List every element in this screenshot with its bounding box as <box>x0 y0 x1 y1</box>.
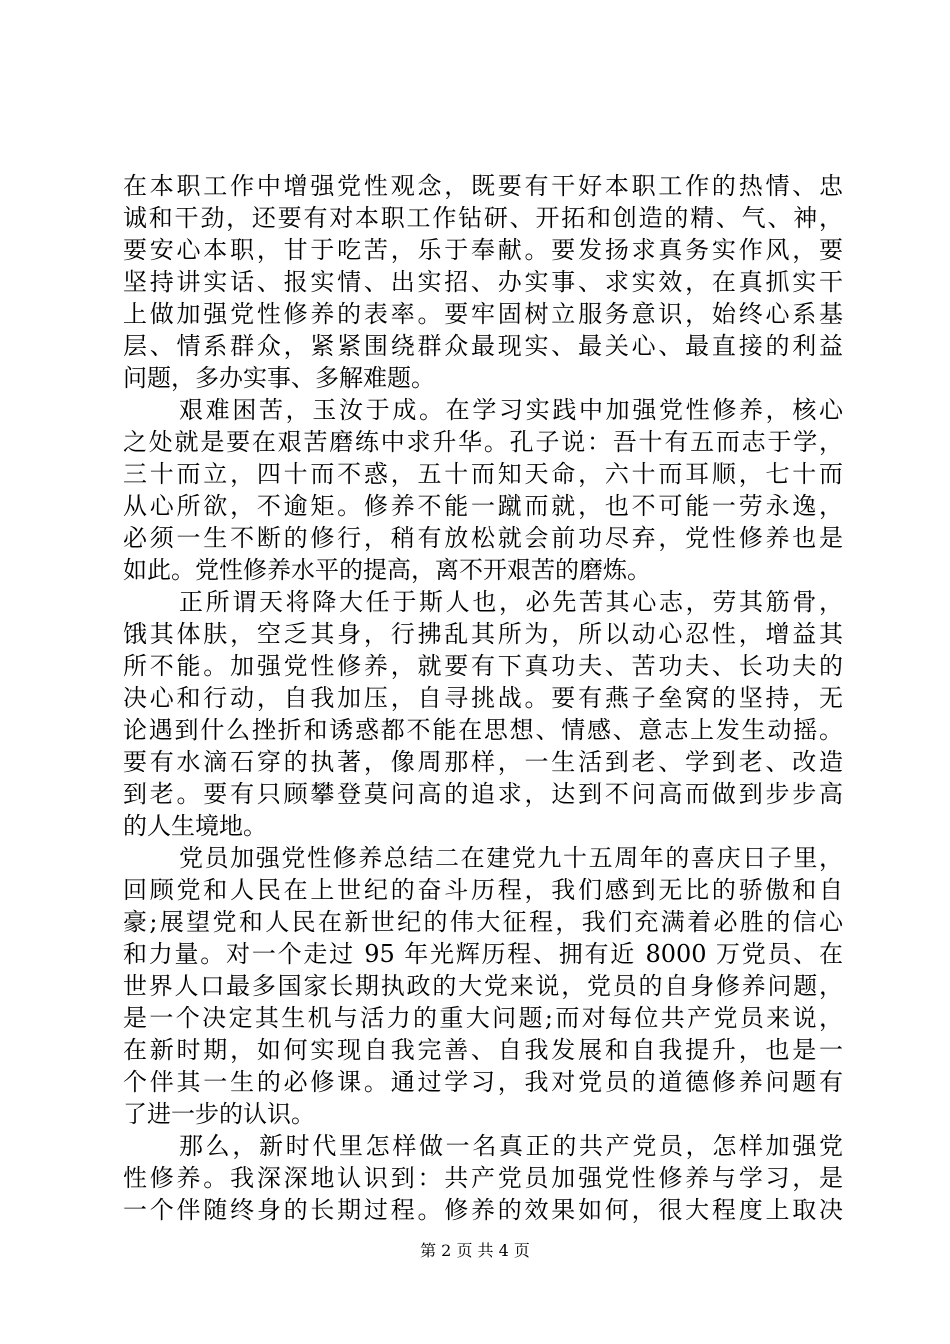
text-line: 要安心本职，甘于吃苦，乐于奉献。要发扬求真务实作风，要 <box>123 236 843 264</box>
text-line: 到老。要有只顾攀登莫问高的追求，达到不问高而做到步步高 <box>123 780 843 808</box>
page-footer: 第 2 页 共 4 页 <box>420 1241 530 1260</box>
text-line: 诚和干劲，还要有对本职工作钻研、开拓和创造的精、气、神， <box>123 204 843 232</box>
text-line: 一个伴随终身的长期过程。修养的效果如何，很大程度上取决 <box>123 1196 843 1224</box>
text-line: 的人生境地。 <box>123 812 267 840</box>
text-line: 之处就是要在艰苦磨练中求升华。孔子说：吾十有五而志于学， <box>123 428 843 456</box>
text-line: 如此。党性修养水平的提高，离不开艰苦的磨炼。 <box>123 556 651 584</box>
text-line: 饿其体肤，空乏其身，行拂乱其所为，所以动心忍性，增益其 <box>123 620 843 648</box>
paragraph <box>123 842 843 1130</box>
text-line: 决心和行动，自我加压，自寻挑战。要有燕子垒窝的坚持，无 <box>123 684 843 712</box>
text-line: 在新时期，如何实现自我完善、自我发展和自我提升，也是一 <box>123 1036 843 1064</box>
text-line: 三十而立，四十而不惑，五十而知天命，六十而耳顺，七十而 <box>123 460 843 488</box>
text-line: 层、情系群众，紧紧围绕群众最现实、最关心、最直接的利益 <box>123 332 843 360</box>
text-line: 那么，新时代里怎样做一名真正的共产党员，怎样加强党 <box>179 1132 843 1160</box>
text-line: 个伴其一生的必修课。通过学习，我对党员的道德修养问题有 <box>123 1068 843 1096</box>
text-line: 性修养。我深深地认识到：共产党员加强党性修养与学习，是 <box>123 1164 843 1192</box>
paragraph <box>123 1130 843 1226</box>
text-line: 问题，多办实事、多解难题。 <box>123 364 435 392</box>
text-line: 必须一生不断的修行，稍有放松就会前功尽弃，党性修养也是 <box>123 524 843 552</box>
paragraph <box>123 170 843 394</box>
text-line: 在本职工作中增强党性观念，既要有干好本职工作的热情、忠 <box>123 172 843 200</box>
text-line: 回顾党和人民在上世纪的奋斗历程，我们感到无比的骄傲和自 <box>123 876 843 904</box>
paragraph <box>123 586 843 842</box>
text-line: 和力量。对一个走过 95 年光辉历程、拥有近 8000 万党员、在 <box>123 940 843 968</box>
text-line: 正所谓天将降大任于斯人也，必先苦其心志，劳其筋骨， <box>179 588 843 616</box>
text-line: 从心所欲，不逾矩。修养不能一蹴而就，也不可能一劳永逸， <box>123 492 843 520</box>
text-line: 党员加强党性修养总结二在建党九十五周年的喜庆日子里， <box>179 844 843 872</box>
paragraph <box>123 394 843 586</box>
text-line: 艰难困苦，玉汝于成。在学习实践中加强党性修养，核心 <box>179 396 843 424</box>
text-line: 世界人口最多国家长期执政的大党来说，党员的自身修养问题， <box>123 972 843 1000</box>
text-line: 上做加强党性修养的表率。要牢固树立服务意识，始终心系基 <box>123 300 843 328</box>
text-line: 所不能。加强党性修养，就要有下真功夫、苦功夫、长功夫的 <box>123 652 843 680</box>
text-line: 了进一步的认识。 <box>123 1100 315 1128</box>
text-line: 坚持讲实话、报实情、出实招、办实事、求实效，在真抓实干 <box>123 268 843 296</box>
text-line: 是一个决定其生机与活力的重大问题;而对每位共产党员来说， <box>123 1004 843 1032</box>
text-line: 论遇到什么挫折和诱惑都不能在思想、情感、意志上发生动摇。 <box>123 716 843 744</box>
text-line: 要有水滴石穿的执著，像周那样，一生活到老、学到老、改造 <box>123 748 843 776</box>
text-line: 豪;展望党和人民在新世纪的伟大征程，我们充满着必胜的信心 <box>123 908 843 936</box>
document-body <box>123 170 843 1226</box>
